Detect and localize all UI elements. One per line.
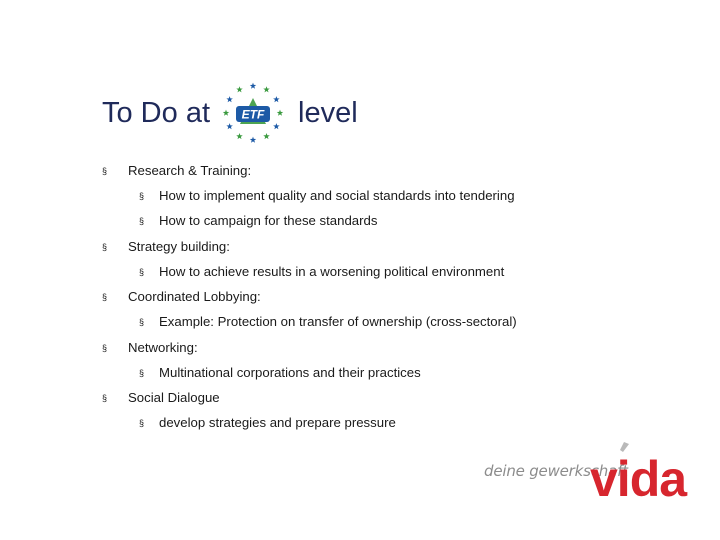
title-suffix: level	[298, 96, 358, 129]
bullet-icon: §	[102, 165, 108, 176]
list-item	[102, 340, 198, 355]
list-item	[139, 264, 505, 279]
bullet-icon: §	[139, 417, 145, 428]
sub-item: Multinational corporations and their practices	[159, 365, 421, 380]
section-label: Coordinated Lobbying:	[128, 289, 261, 304]
logo-tagline: deine gewerkschaft	[484, 462, 628, 480]
etf-logo-text: ETF	[241, 107, 265, 122]
bullet-icon: §	[139, 367, 145, 378]
list-item	[102, 289, 261, 304]
bullet-icon: §	[139, 266, 145, 277]
sub-item: Example: Protection on transfer of ownership (cross-sectoral)	[159, 314, 517, 329]
bullet-icon: §	[139, 190, 145, 201]
vida-logo	[484, 438, 704, 508]
list-item	[102, 163, 252, 178]
bullet-icon: §	[102, 241, 108, 252]
list-item	[139, 213, 378, 228]
bullet-icon: §	[139, 215, 145, 226]
list-item	[139, 415, 396, 430]
bullet-icon: §	[139, 316, 145, 327]
list-item	[139, 188, 515, 203]
bullet-icon: §	[102, 291, 108, 302]
list-item	[102, 239, 230, 254]
section-label: Networking:	[128, 340, 198, 355]
section-label: Research & Training:	[128, 163, 252, 178]
list-item	[139, 365, 421, 380]
sub-item: How to campaign for these standards	[159, 213, 378, 228]
list-item	[139, 314, 517, 329]
bullet-icon: §	[102, 392, 108, 403]
sub-item: develop strategies and prepare pressure	[159, 415, 396, 430]
title-prefix: To Do at	[102, 96, 210, 129]
logo-brand: vida	[590, 451, 687, 507]
sub-item: How to achieve results in a worsening political environment	[159, 264, 505, 279]
bullet-icon: §	[102, 342, 108, 353]
list-item	[102, 390, 220, 405]
sub-item: How to implement quality and social standards into tendering	[159, 188, 515, 203]
section-label: Social Dialogue	[128, 390, 220, 405]
section-label: Strategy building:	[128, 239, 230, 254]
